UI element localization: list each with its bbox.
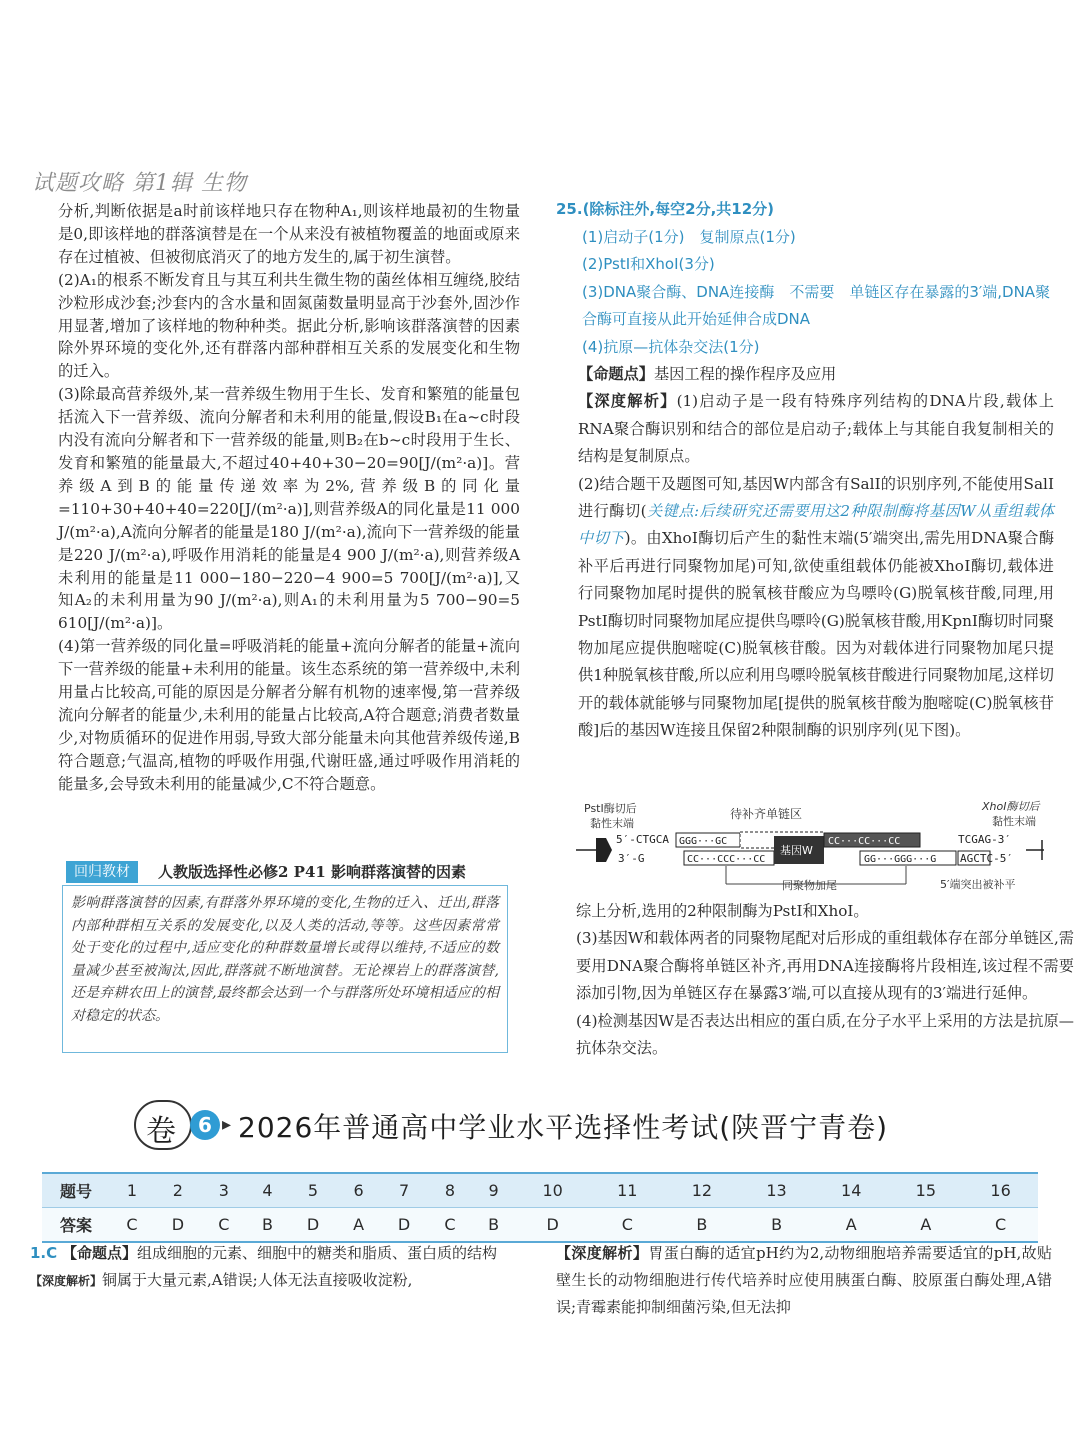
row-label-number: 题号 xyxy=(42,1173,110,1208)
banner-juan: 卷 xyxy=(146,1114,176,1149)
left-paragraph-4: (4)第一营养级的同化量=呼吸消耗的能量+流向分解者的能量+流向下一营养级的能量+未利用的能量。该生态系统的第一营养级中,未利用量占比较高,可能的原因是分解者分解有机物的速率慢,第一营养级流向分解者的能量少,未利用的能量占比较高,A符合题意;消费者数量少,对物质循环的促进作用弱,导致大部分能量未向其他营养级传递,B符合题意;气温高,植物的呼吸作用强,代谢旺盛,通过呼吸作用消耗的能量多,会导致未利用的能量减少,C不符合题意。 xyxy=(58,637,520,793)
fill-right-label: 5′端突出被补平 xyxy=(940,878,1016,891)
answer-cell: B xyxy=(665,1208,740,1243)
answer-cell: C xyxy=(590,1208,665,1243)
answer-25-4: (4)抗原—抗体杂交法(1分) xyxy=(582,337,760,356)
answer-cell: B xyxy=(739,1208,814,1243)
qnum-cell: 14 xyxy=(814,1173,889,1208)
left-column xyxy=(58,200,520,796)
answer-cell: C xyxy=(110,1208,154,1243)
qnum-cell: 6 xyxy=(337,1173,380,1208)
pst-label: PstⅠ酶切后 xyxy=(584,802,637,815)
qnum-cell: 1 xyxy=(110,1173,154,1208)
answer-25-1: (1)启动子(1分) 复制原点(1分) xyxy=(582,227,796,246)
cc-b-text: CC···CC···CC xyxy=(828,836,901,847)
qnum-cell: 12 xyxy=(665,1173,740,1208)
gg-b-text: GG···GGG···G xyxy=(864,854,937,865)
answer-key-table xyxy=(42,1172,1038,1243)
q1-mingti-tag: 【命题点】 xyxy=(61,1244,137,1262)
recall-header xyxy=(66,861,516,883)
right-column xyxy=(556,196,1054,745)
qnum-cell: 13 xyxy=(739,1173,814,1208)
gene-w-label: 基因W xyxy=(780,844,813,857)
shendu-tag: 【深度解析】 xyxy=(578,392,677,411)
answer-25-head: 25.(除标注外,每空2分,共12分) xyxy=(556,200,774,218)
analysis-part-3: (3)基因W和载体两者的同聚物尾配对后形成的重组载体存在部分单链区,需要用DNA聚合酶将单链区补齐,再用DNA连接酶将片段相连,该过程不需要添加引物,因为单链区存在暴露3′端,可以直接从现有的3′端进行延伸。 xyxy=(576,929,1074,1003)
q1-mingti-text: 组成细胞的元素、细胞中的糖类和脂质、蛋白质的结构 xyxy=(136,1244,497,1262)
answer-cell: B xyxy=(472,1208,515,1243)
xho-label: XhoⅠ酶切后 xyxy=(982,800,1040,813)
promoter-arrow-icon xyxy=(596,838,612,862)
qnum-cell: 5 xyxy=(289,1173,337,1208)
row-label-answer: 答案 xyxy=(42,1208,110,1243)
tail-label: 同聚物加尾 xyxy=(782,879,837,892)
analysis-part-4: (4)检测基因W是否表达出相应的蛋白质,在分子水平上采用的方法是抗原—抗体杂交法。 xyxy=(576,1011,1074,1058)
conclusion-line: 综上分析,选用的2种限制酶为PstⅠ和XhoⅠ。 xyxy=(576,902,869,920)
right-column-lower xyxy=(556,898,1074,1062)
qnum-cell: 8 xyxy=(428,1173,472,1208)
answer-cell: C xyxy=(963,1208,1038,1243)
q1-number: 1.C xyxy=(30,1244,58,1262)
q2-shendu-text: 胃蛋白酶的适宜pH约为2,动物细胞培养需要适宜的pH,故贴壁生长的动物细胞进行传代培养时应使用胰蛋白酶、胶原蛋白酶处理,A错误;青霉素能抑制细菌污染,但无法抑 xyxy=(556,1244,1052,1316)
answer-25-2: (2)PstⅠ和XhoⅠ(3分) xyxy=(582,255,715,273)
recall-title: 人教版选择性必修2 P41 影响群落演替的因素 xyxy=(158,863,467,881)
shendu-line xyxy=(578,388,1054,470)
mingti-line xyxy=(578,361,1054,388)
mingti-text: 基因工程的操作程序及应用 xyxy=(653,365,837,383)
answer-cell: B xyxy=(246,1208,289,1243)
left-paragraph-1: 分析,判断依据是a时前该样地只存在物种A₁,则该样地最初的生物量是0,即该样地的群落演替是在一个从来没有被植物覆盖的地面或原来存在过植被、但被彻底消灭了的地方发生的,属于初生演替。 xyxy=(58,202,520,266)
analysis-block xyxy=(556,361,1054,745)
q1-shendu-tag: 【深度解析】 xyxy=(30,1274,103,1288)
mingti-tag: 【命题点】 xyxy=(578,365,654,383)
qnum-cell: 3 xyxy=(202,1173,246,1208)
qnum-cell: 10 xyxy=(515,1173,590,1208)
qnum-cell: 4 xyxy=(246,1173,289,1208)
pst-label-2: 黏性末端 xyxy=(590,817,634,830)
answer-cell: D xyxy=(380,1208,428,1243)
qnum-cell: 16 xyxy=(963,1173,1038,1208)
qnum-cell: 11 xyxy=(590,1173,665,1208)
q1-explanation-continued xyxy=(556,1240,1052,1321)
q1-explanation xyxy=(30,1240,518,1295)
fill-region-label: 待补齐单链区 xyxy=(730,807,803,821)
answer-cell: D xyxy=(154,1208,202,1243)
question-number-row xyxy=(42,1173,1038,1208)
recall-badge: 回归教材 xyxy=(66,861,138,883)
bottom-left-seq: 3′-G xyxy=(618,852,645,865)
answer-cell: A xyxy=(814,1208,889,1243)
left-paragraph-2: (2)A₁的根系不断发育且与其互利共生微生物的菌丝体相互缠绕,胶结沙粒形成沙套;沙套内的含水量和固氮菌数量明显高于沙套外,固沙作用显著,增加了该样地的物种种类。据此分析,影响该群落演替的因素除外界环境的变化外,还有群落内部种群相互关系的发展变化和生物的迁入。 xyxy=(58,270,520,381)
answer-25-3: (3)DNA聚合酶、DNA连接酶 不需要 单链区存在暴露的3′端,DNA聚合酶可直接从此开始延伸合成DNA xyxy=(582,282,1051,328)
qnum-cell: 15 xyxy=(889,1173,964,1208)
answer-cell: A xyxy=(337,1208,380,1243)
exam-banner xyxy=(134,1100,954,1152)
answer-cell: C xyxy=(202,1208,246,1243)
agctc-seq: AGCTC-5′ xyxy=(960,852,1013,865)
answer-cell: A xyxy=(889,1208,964,1243)
answer-cell: D xyxy=(515,1208,590,1243)
recall-textbook-box: 影响群落演替的因素,有群落外界环境的变化,生物的迁入、迁出,群落内部种群相互关系的发展变化,以及人类的活动,等等。这些因素常常处于变化的过程中,适应变化的种群数量增长或得以维持,不适应的数量减少甚至被淘汰,因此,群落就不断地演替。无论裸岩上的群落演替,还是弃耕农田上的演替,最终都会达到一个与群落所处环境相适应的相对稳定的状态。 xyxy=(62,885,508,1053)
left-paragraph-3: (3)除最高营养级外,某一营养级生物用于生长、发育和繁殖的能量包括流入下一营养级、流向分解者和未利用的能量,假设B₁在a~c时段内没有流向分解者和下一营养级的能量,则B₂在b~c时段用于生长、发育和繁殖的能量最大,不超过40+40+30−20=90[J/(m²·a)]。营养级A到B的能量传递效率为2%,营养级B的同化量=110+30+40+40=220[J/(m²·a)],则营养级A的同化量是11 000 J/(m²·a),A流向分解者的能量是180 J/(m²·a),流向下一营养级的能量是220 J/(m²·a),呼吸作用消耗的能量是4 900 J/(m²·a),则营养级A未利用的能量是11 000−180−220−4 900=5 700[J/(m²·a)],又知A₂的未利用量为90 J/(m²·a),则A₁的未利用量为5 700−90=5 610[J/(m²·a)]。 xyxy=(58,385,520,633)
q1-shendu-text: 铜属于大量元素,A错误;人体无法直接吸收淀粉, xyxy=(102,1271,413,1289)
qnum-cell: 2 xyxy=(154,1173,202,1208)
banner-title: 2026年普通高中学业水平选择性考试(陕晋宁青卷) xyxy=(238,1111,889,1144)
tcgag-seq: TCGAG-3′ xyxy=(958,833,1011,846)
answer-cell: C xyxy=(428,1208,472,1243)
page-header-title: 试题攻略 第1辑 生物 xyxy=(32,171,247,196)
xho-label-2: 黏性末端 xyxy=(992,815,1036,828)
qnum-cell: 9 xyxy=(472,1173,515,1208)
shendu-text: (1)启动子是一段有特殊序列结构的DNA片段,载体上RNA聚合酶识别和结合的部位是启动子;载体上与其能自我复制相关的结构是复制原点。 xyxy=(578,392,1054,466)
top-left-seq: 5′-CTGCA xyxy=(616,833,669,846)
analysis-part-2 xyxy=(578,471,1054,745)
qnum-cell: 7 xyxy=(380,1173,428,1208)
analysis-part-2a: (2)结合题干及题图可知,基因W内部含有SalⅠ的识别序列,不能使用SalⅠ进行酶切( xyxy=(578,474,1054,521)
gcc-a-text: GGG···GC xyxy=(679,836,728,847)
banner-arrow-icon: ▸ xyxy=(222,1114,232,1135)
analysis-part-2b: )。由XhoⅠ酶切后产生的黏性末端(5′端突出,需先用DNA聚合酶补平后再进行同聚物加尾)可知,欲使重组载体仍能被XhoⅠ酶切,载体进行同聚物加尾时提供的脱氧核苷酸应为鸟嘌呤(G)脱氧核苷酸,同理,用PstⅠ酶切时同聚物加尾应提供鸟嘌呤(G)脱氧核苷酸,用KpnⅠ酶切时同聚物加尾应提供胞嘧啶(C)脱氧核苷酸。因为对载体进行同聚物加尾只提供1种脱氧核苷酸,所以应利用鸟嘌呤脱氧核苷酸进行同聚物加尾,这样切开的载体就能够与同聚物加尾[提供的脱氧核苷酸为胞嘧啶(C)脱氧核苷酸]后的基因W连接且保留2种限制酶的识别序列(见下图)。 xyxy=(578,529,1055,740)
answer-cell: D xyxy=(289,1208,337,1243)
key-point-note: 关键点:后续研究还需要用这2种限制酶将基因W从重组载体中切下 xyxy=(578,502,1054,548)
answer-row xyxy=(42,1208,1038,1243)
cc-a-text: CC···CCC···CC xyxy=(687,854,766,865)
q2-shendu-tag: 【深度解析】 xyxy=(556,1244,649,1262)
recombinant-vector-diagram xyxy=(576,796,1056,896)
answer-block xyxy=(556,196,1054,361)
banner-volume-number: 6 xyxy=(190,1110,220,1140)
